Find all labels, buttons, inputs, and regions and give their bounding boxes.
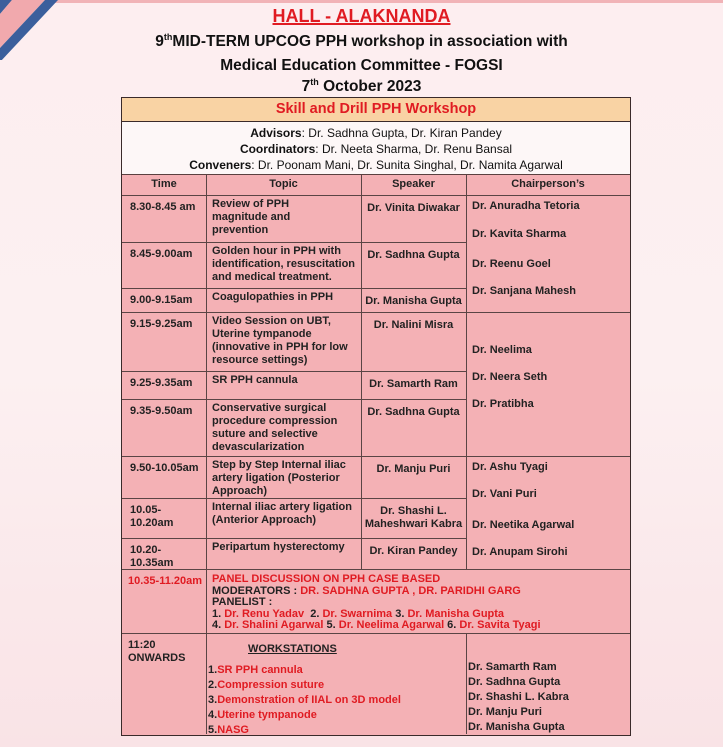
panelist-line	[212, 620, 626, 632]
row-divider	[122, 399, 466, 400]
topic-line: magnitude and	[212, 211, 291, 223]
panelist-name: Dr. Shalini Agarwal	[224, 619, 324, 631]
column-divider	[466, 633, 467, 734]
session-topic	[212, 198, 359, 237]
column-divider	[466, 175, 467, 569]
workstation-faculty: Dr. Manisha Gupta	[468, 721, 565, 733]
topic-line: Conservative surgical	[212, 402, 327, 414]
speaker-line: Dr. Shashi L.	[380, 505, 447, 517]
session-topic	[212, 315, 359, 367]
session-speaker	[361, 202, 466, 215]
schedule-grid	[122, 175, 630, 735]
workstations-title: WORKSTATIONS	[248, 643, 337, 655]
chairperson-name: Dr. Reenu Goel	[472, 258, 551, 270]
panelist-name: Dr. Neelima Agarwal	[338, 619, 445, 631]
session-time: 10.20-10.35am	[130, 544, 174, 569]
session-time: 10.05-10.20am	[130, 504, 174, 529]
workstation-label: Uterine tympanode	[217, 709, 317, 721]
chairperson-name: Dr. Sanjana Mahesh	[472, 285, 576, 297]
moderators-label: MODERATORS :	[212, 584, 301, 597]
session-topic	[212, 245, 359, 284]
workstation-time-onwards: ONWARDS	[128, 652, 186, 664]
conveners-line: Conveners: Dr. Poonam Mani, Dr. Sunita Singhal, Dr. Namita Agarwal	[189, 158, 563, 172]
topic-line: Peripartum hysterectomy	[212, 541, 345, 553]
column-divider	[361, 175, 362, 569]
session-speaker	[361, 295, 466, 308]
topic-line: Approach)	[212, 485, 267, 497]
speaker-line: Maheshwari Kabra	[364, 518, 463, 530]
column-header-speaker: Speaker	[392, 178, 435, 190]
chairperson-name: Dr. Neelima	[472, 344, 532, 356]
session-speaker	[361, 505, 466, 531]
session-speaker	[361, 319, 466, 332]
session-time: 8.45-9.00am	[130, 248, 193, 260]
row-divider	[122, 312, 630, 313]
topic-line: Video Session on UBT,	[212, 315, 331, 327]
header-divider	[122, 195, 630, 196]
session-topic	[212, 374, 359, 387]
session-time: 9.15-9.25am	[130, 318, 193, 330]
row-divider	[122, 498, 466, 499]
panel-time: 10.35-11.20am	[128, 575, 203, 587]
schedule-table	[121, 97, 631, 736]
row-divider	[122, 288, 466, 289]
session-topic	[212, 402, 359, 454]
speaker-line: Dr. Manisha Gupta	[365, 295, 462, 307]
chairperson-name: Dr. Neetika Agarwal	[472, 519, 575, 531]
workshop-title: Skill and Drill PPH Workshop	[122, 98, 630, 122]
topic-line: Review of PPH	[212, 198, 290, 210]
workstation-number: 2.	[208, 679, 218, 691]
topic-line: SR PPH cannula	[212, 374, 298, 386]
panelist-number: 1.	[212, 607, 225, 620]
panelist-number: 2.	[304, 607, 323, 620]
panelist-number: 4.	[212, 619, 225, 631]
column-header-time: Time	[151, 178, 177, 190]
session-time: 9.50-10.05am	[130, 462, 199, 474]
workstation-label: Compression suture	[217, 679, 325, 691]
speaker-line: Dr. Sadhna Gupta	[367, 249, 460, 261]
topic-line: and medical treatment.	[212, 271, 332, 283]
session-speaker	[361, 463, 466, 476]
topic-line: identification, resuscitation	[212, 258, 356, 270]
speaker-line: Dr. Vinita Diwakar	[367, 202, 460, 214]
session-speaker	[361, 545, 466, 558]
session-topic	[212, 291, 359, 304]
workstation-number: 3.	[208, 694, 218, 706]
top-band	[0, 0, 723, 3]
advisors-line: Advisors: Dr. Sadhna Gupta, Dr. Kiran Pandey	[250, 126, 502, 140]
chairperson-name: Dr. Kavita Sharma	[472, 228, 567, 240]
panelist-name: Dr. Manisha Gupta	[407, 607, 505, 620]
session-time: 9.35-9.50am	[130, 405, 193, 417]
workstation-number: 4.	[208, 709, 218, 721]
session-topic	[212, 459, 359, 498]
speaker-line: Dr. Samarth Ram	[369, 378, 458, 390]
row-divider	[122, 569, 630, 570]
event-title-line1: 9thMID-TERM UPCOG PPH workshop in association with	[155, 32, 568, 50]
topic-line: Internal iliac artery ligation	[212, 501, 352, 513]
panelist-label: PANELIST :	[212, 596, 273, 608]
panelist-name: Dr. Renu Yadav	[224, 607, 305, 620]
row-divider	[122, 633, 630, 634]
session-speaker	[361, 406, 466, 419]
organisers-block	[122, 122, 630, 175]
workstation-item	[208, 709, 468, 722]
workstation-number: 1.	[208, 664, 218, 676]
workstation-time: 11:20	[128, 639, 156, 651]
topic-line: procedure compression	[212, 415, 338, 427]
speaker-line: Dr. Nalini Misra	[373, 319, 454, 331]
column-divider	[206, 175, 207, 734]
hall-title: HALL - ALAKNANDA	[272, 6, 451, 26]
session-time: 9.25-9.35am	[130, 377, 193, 389]
topic-line: artery ligation (Posterior	[212, 472, 340, 484]
workstation-label: NASG	[217, 724, 249, 736]
chairperson-name: Dr. Anuradha Tetoria	[472, 200, 580, 212]
panelist-number: 6.	[444, 619, 460, 631]
workstation-label: SR PPH cannula	[217, 664, 303, 676]
workstation-item	[208, 694, 468, 707]
chairperson-name: Dr. Anupam Sirohi	[472, 546, 568, 558]
event-title-line2: Medical Education Committee - FOGSI	[220, 57, 503, 74]
topic-line: Coagulopathies in PPH	[212, 291, 334, 303]
topic-line: Uterine tympanode	[212, 328, 312, 340]
topic-line: prevention	[212, 224, 269, 236]
workstation-faculty: Dr. Samarth Ram	[468, 661, 557, 673]
speaker-line: Dr. Kiran Pandey	[369, 545, 458, 557]
column-header-topic: Topic	[269, 178, 298, 190]
speaker-line: Dr. Sadhna Gupta	[367, 406, 460, 418]
event-date: 7th October 2023	[301, 77, 422, 95]
workstation-item	[208, 724, 468, 737]
session-speaker	[361, 378, 466, 391]
row-divider	[122, 242, 466, 243]
workstation-item	[208, 679, 468, 692]
chairperson-name: Dr. Neera Seth	[472, 371, 548, 383]
topic-line: suture and selective	[212, 428, 318, 440]
topic-line: (Anterior Approach)	[212, 514, 317, 526]
workstation-label: Demonstration of IIAL on 3D model	[217, 694, 401, 706]
chairperson-name: Dr. Vani Puri	[472, 488, 537, 500]
panelist-number: 5.	[323, 619, 339, 631]
topic-line: resource settings)	[212, 354, 308, 366]
speaker-line: Dr. Manju Puri	[376, 463, 451, 475]
workstation-faculty: Dr. Sadhna Gupta	[468, 676, 561, 688]
workstation-item	[208, 664, 468, 677]
session-topic	[212, 501, 359, 527]
row-divider	[122, 371, 466, 372]
column-header-chairpersons: Chairperson’s	[511, 178, 585, 190]
panel-details	[212, 574, 626, 632]
panel-moderators	[212, 586, 626, 598]
topic-line: devascularization	[212, 441, 305, 453]
topic-line: (innovative in PPH for low	[212, 341, 348, 353]
session-time: 8.30-8.45 am	[130, 201, 196, 213]
panelist-name: Dr. Savita Tyagi	[459, 619, 541, 631]
topic-line: Step by Step Internal iliac	[212, 459, 346, 471]
chairperson-name: Dr. Ashu Tyagi	[472, 461, 548, 473]
row-divider	[122, 456, 630, 457]
coordinators-line: Coordinators: Dr. Neeta Sharma, Dr. Renu Bansal	[239, 142, 513, 156]
chairperson-name: Dr. Pratibha	[472, 398, 534, 410]
session-topic	[212, 541, 359, 554]
session-speaker	[361, 249, 466, 262]
row-divider	[122, 538, 466, 539]
workstation-faculty: Dr. Manju Puri	[468, 706, 542, 718]
panelist-number: 3.	[392, 607, 408, 620]
workstation-number: 5.	[208, 724, 218, 736]
workstation-faculty: Dr. Shashi L. Kabra	[468, 691, 569, 703]
topic-line: Golden hour in PPH with	[212, 245, 341, 257]
moderators-names: DR. SADHNA GUPTA , DR. PARIDHI GARG	[300, 584, 521, 597]
panel-title: PANEL DISCUSSION ON PPH CASE BASED	[212, 573, 441, 585]
session-time: 9.00-9.15am	[130, 294, 193, 306]
panelist-name: Dr. Swarnima	[322, 607, 393, 620]
